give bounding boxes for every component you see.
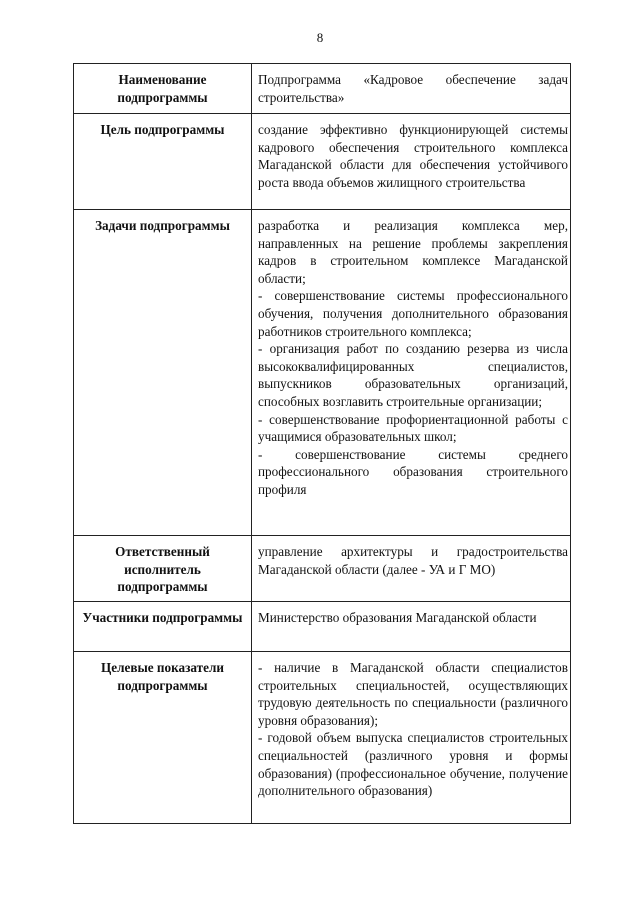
row-label: Ответственный исполнитель подпрограммы (115, 544, 210, 595)
row-value: создание эффективно функционирующей системы кадрового обеспечения строительного комплекса Магаданской области для обеспечения устойчивого роста ввода объемов жилищного строительства (258, 122, 568, 190)
row-value: управление архитектуры и градостроительства Магаданской области (далее - УА и Г МО) (258, 544, 568, 577)
row-value-list (252, 652, 570, 806)
row-value-cell (252, 64, 571, 114)
row-label: Участники подпрограммы (82, 610, 243, 625)
list-item: - совершенствование системы профессионального обучения, получения дополнительного образования работников строительного комплекса; (258, 288, 568, 339)
row-label-cell (74, 210, 252, 536)
list-item: - организация работ по созданию резерва из числа высококвалифицированных специалистов, выпускников образовательных организаций, способных возглавить строительные организации; (258, 341, 568, 409)
list-item: - наличие в Магаданской области специалистов строительных специальностей, осуществляющих трудовую деятельность по специальности (различного уровня образования); (258, 660, 568, 728)
row-value-list (252, 210, 570, 505)
row-value-cell (252, 602, 571, 652)
table-row-participants (74, 602, 571, 652)
row-value: Министерство образования Магаданской области (258, 610, 537, 625)
row-value-cell (252, 536, 571, 602)
row-value-cell (252, 114, 571, 210)
list-item: - совершенствование профориентационной работы с учащимися образовательных школ; (258, 411, 568, 445)
list-item: - годовой объем выпуска специалистов строительных специальностей (различного уровня и формы образования) (профессиональное обучение, получение дополнительного образования) (258, 730, 568, 799)
page-number: 8 (316, 30, 324, 45)
row-label: Целевые показатели подпрограммы (101, 660, 224, 693)
row-value-cell (252, 652, 571, 824)
row-value-cell (252, 210, 571, 536)
row-label-cell (74, 114, 252, 210)
row-label-cell (74, 536, 252, 602)
row-label-cell (74, 652, 252, 824)
table-row-goal (74, 114, 571, 210)
row-label-cell (74, 602, 252, 652)
table-row-name (74, 64, 571, 114)
subprogram-passport-table (73, 63, 571, 824)
table-row-indicators (74, 652, 571, 824)
row-label: Цель подпрограммы (100, 122, 225, 137)
row-label-cell (74, 64, 252, 114)
list-item: разработка и реализация комплекса мер, направленных на решение проблемы закрепления кадров в строительном комплексе Магаданской области; (258, 218, 568, 286)
table-row-tasks (74, 210, 571, 536)
list-item: - совершенствование системы среднего профессионального образования строительного профиля (258, 446, 568, 497)
row-label: Задачи подпрограммы (95, 218, 230, 233)
row-label: Наименование подпрограммы (117, 72, 208, 105)
table-row-executor (74, 536, 571, 602)
row-value: Подпрограмма «Кадровое обеспечение задач строительства» (258, 72, 568, 105)
